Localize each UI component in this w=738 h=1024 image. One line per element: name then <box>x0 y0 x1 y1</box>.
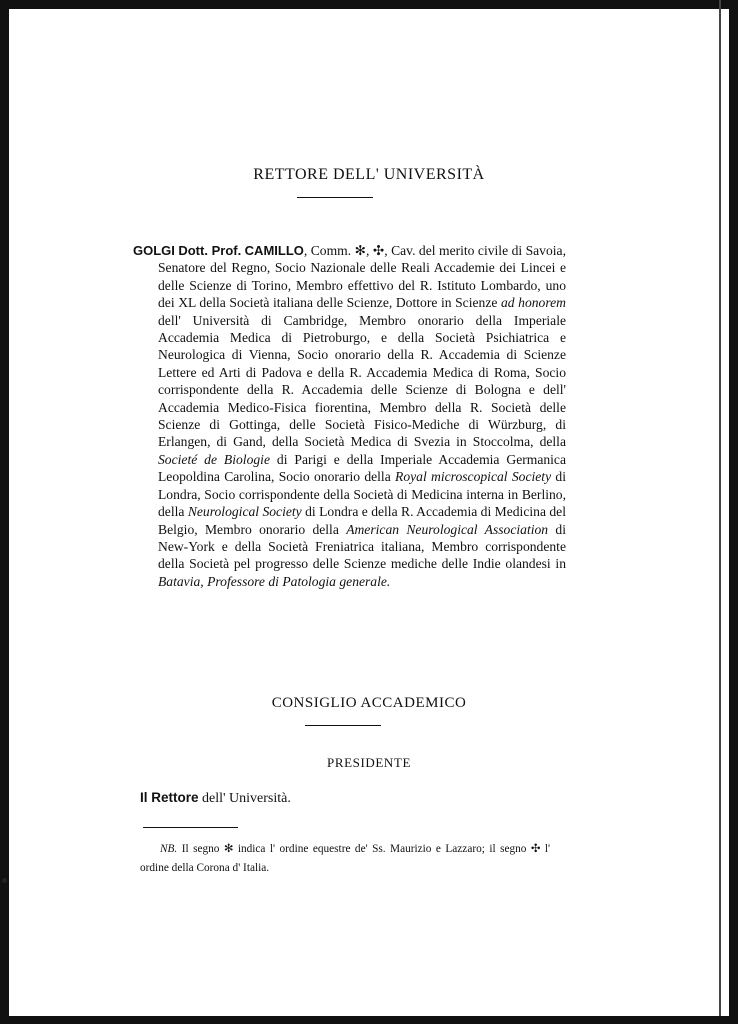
entry-italic-segment: ad honorem <box>500 295 566 311</box>
entry-text-segment: di New-York e della Società Freniatrica italiana, Membro corrispondente della Società pel progresso delle Scienze mediche delle Indie olandesi in <box>158 521 566 572</box>
footnote <box>140 840 550 878</box>
page-heading: RETTORE DELL' UNIVERSITÀ <box>253 166 485 183</box>
scan-speck <box>2 878 7 883</box>
entry-text-segment: , Comm. ✻, ✣, Cav. del merito civile di Savoia, Senatore del Regno, Socio Nazionale delle Reali Accademie dei Lincei e delle Scienze di Torino, Membro effettivo del R. Istituto Lombardo, uno dei XL della Società italiana delle Scienze, Dottore in Scienze <box>158 243 566 311</box>
president-heading: PRESIDENTE <box>327 755 411 770</box>
scan-border-top <box>0 0 738 9</box>
heading-rule <box>297 197 373 198</box>
entry-body <box>158 243 566 589</box>
president-line <box>140 790 291 807</box>
entry-surname: GOLGI <box>133 243 175 258</box>
entry-italic-segment: Batavia, Professore di Patologia generale. <box>158 573 391 589</box>
rector-entry <box>133 242 566 590</box>
scan-border-right-inner <box>719 0 721 1024</box>
council-heading: CONSIGLIO ACCADEMICO <box>271 695 467 711</box>
scan-border-left <box>0 0 9 1024</box>
entry-text-segment: dell' Università di Cambridge, Membro onorario della Imperiale Accademia Medica di Pietroburgo, e della Società Psichiatrica e Neurologica di Vienna, Socio onorario della R. Accademia di Scienze Lettere ed Arti di Padova e della R. Accademia Medica di Roma, Socio corrispondente della R. Accademia delle Scienze di Bologna e dell' Accademia Medico-Fisica fiorentina, Membro della R. Società delle Scienze di Gottinga, delle Società Fisico-Mediche di Würzburg, di Erlangen, di Gand, della Società Medica di Svezia in Stoccolma, della <box>158 312 566 450</box>
entry-title: Dott. Prof. <box>178 243 242 258</box>
entry-given-name: CAMILLO <box>244 243 304 258</box>
entry-text-segment: di Londra, Socio corrispondente della Società di Medicina interna in Berlino, della <box>158 469 566 520</box>
entry-italic-segment: American Neurological Association <box>346 521 549 537</box>
entry-text-segment: di Parigi e della Imperiale Accademia Germanica Leopoldina Carolina, Socio onorario della <box>158 451 567 485</box>
scan-border-right <box>729 0 738 1024</box>
footnote-text: Il segno ✻ indica l' ordine equestre de' Ss. Maurizio e Lazzaro; il segno ✣ l' ordine della Corona d' Italia. <box>140 843 550 874</box>
president-name: Il Rettore <box>140 790 199 805</box>
scan-border-bottom <box>0 1016 738 1024</box>
footnote-label: NB. <box>160 843 178 855</box>
entry-text-segment: di Londra e della R. Accademia di Medicina del Belgio, Membro onorario della <box>158 504 566 537</box>
entry-italic-segment: Royal microscopical Society <box>395 469 552 485</box>
entry-italic-segment: Neurological Society <box>187 504 302 520</box>
council-rule <box>305 725 381 726</box>
footnote-rule <box>143 827 238 828</box>
president-rest: dell' Università. <box>198 791 291 806</box>
entry-italic-segment: Societé de Biologie <box>158 451 270 467</box>
